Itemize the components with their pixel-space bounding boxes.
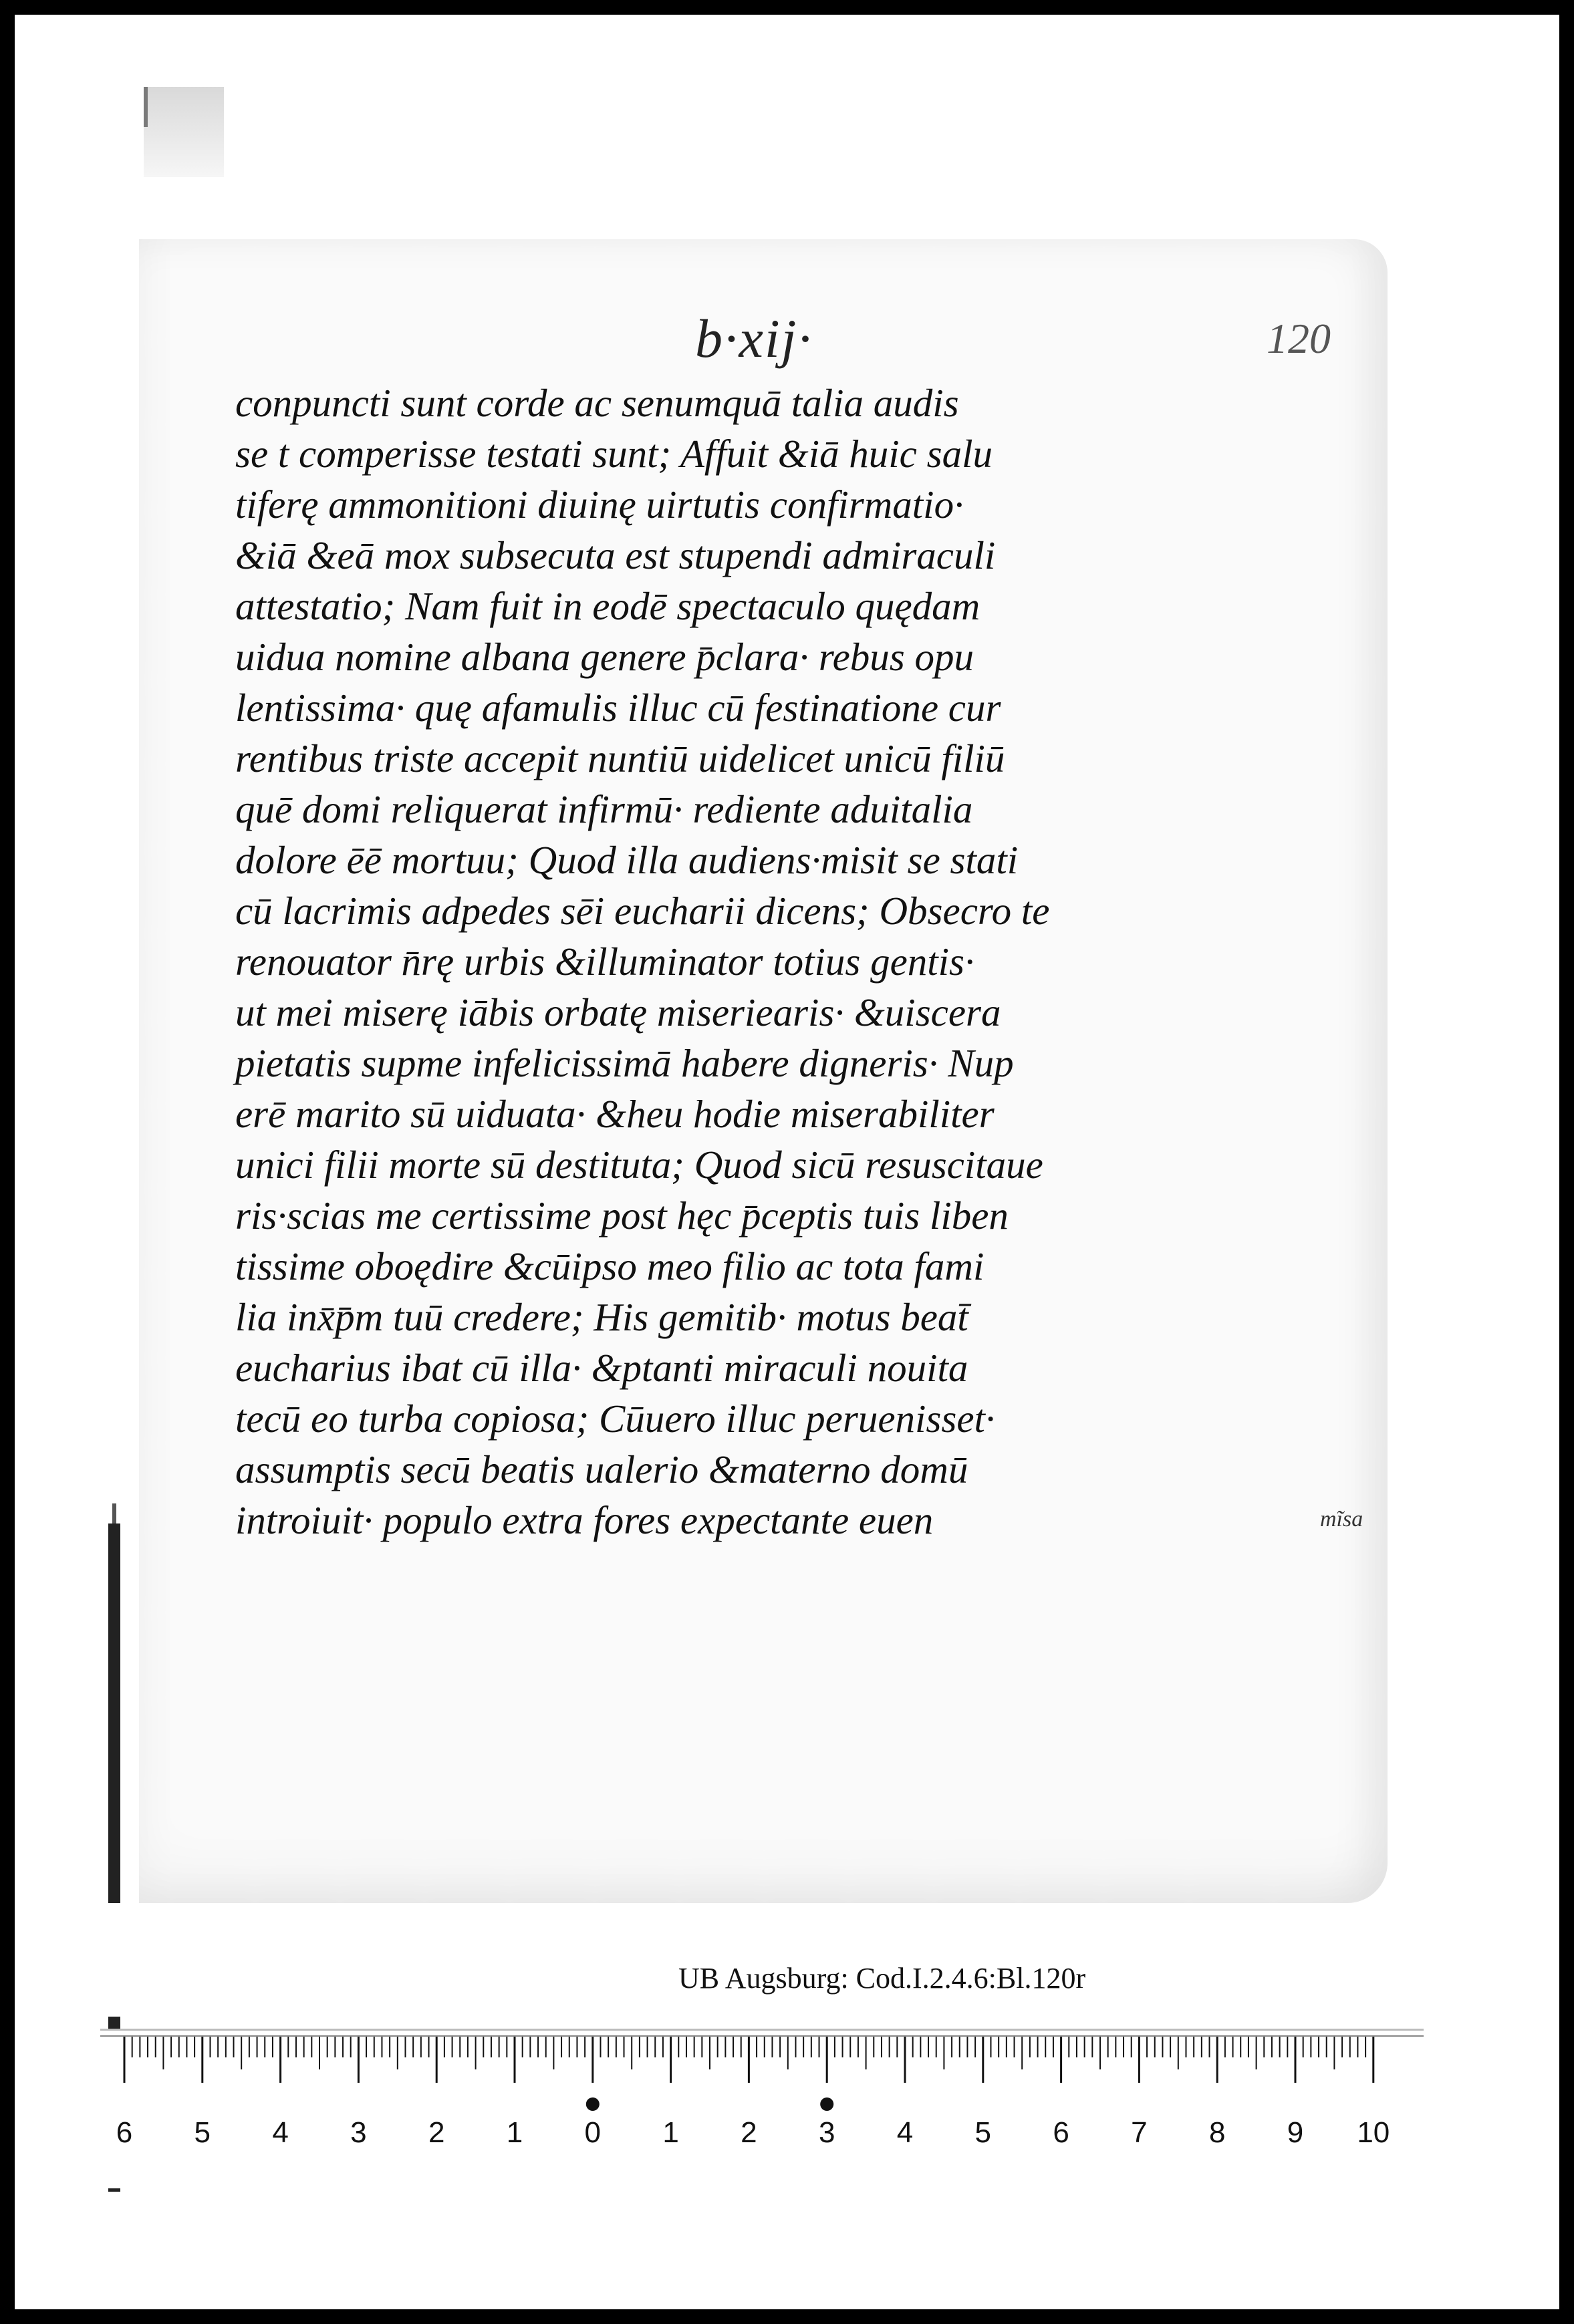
- text-line: dolore ēē mortuu; Quod illa audiens·misit se stati: [235, 838, 1019, 882]
- quire-signature: b·xij·: [695, 308, 813, 369]
- caption-strip: [100, 1903, 1424, 2017]
- text-line: ut mei miserę iābis orbatę miseriearis· &uiscera: [235, 990, 1001, 1034]
- binding-mark: [112, 1503, 116, 1523]
- binding-edge: [144, 87, 148, 127]
- ruler-dot: [586, 2097, 600, 2111]
- ruler-label: 6: [116, 2116, 133, 2149]
- text-line: unici filii morte sū destituta; Quod sicū resuscitaue: [235, 1143, 1043, 1187]
- ruler-label: 5: [194, 2116, 211, 2149]
- text-line: assumptis secū beatis ualerio &materno domū: [235, 1447, 968, 1491]
- ruler-label: 10: [1357, 2116, 1390, 2149]
- text-line: pietatis supme infelicissimā habere digneris· Nup: [235, 1041, 1014, 1085]
- ruler-label: 2: [428, 2116, 445, 2149]
- binding-shadow: [144, 87, 224, 177]
- text-line: introiuit· populo extra fores expectante euen: [235, 1498, 934, 1542]
- shelfmark-caption: UB Augsburg: Cod.I.2.4.6:Bl.120r: [678, 1962, 1086, 1995]
- text-line: ris·scias me certissime post hęc p̄ceptis tuis liben: [235, 1193, 1009, 1238]
- ruler-label: 2: [741, 2116, 757, 2149]
- ruler-label: 6: [1053, 2116, 1069, 2149]
- text-line: quē domi reliquerat infirmū· rediente aduitalia: [235, 787, 973, 831]
- ruler-label: 3: [350, 2116, 367, 2149]
- text-line: rentibus triste accepit nuntiū uidelicet unicū filiū: [235, 736, 1005, 780]
- folio-number: 120: [1267, 315, 1331, 362]
- text-line: eucharius ibat cū illa· &ptanti miraculi nouita: [235, 1346, 968, 1390]
- text-line: renouator n̄rę urbis &illuminator totius gentis·: [235, 939, 974, 984]
- text-line: cū lacrimis adpedes sēi eucharii dicens; Obsecro te: [235, 889, 1050, 933]
- ruler-label: 1: [662, 2116, 679, 2149]
- text-line: attestatio; Nam fuit in eodē spectaculo quędam: [235, 584, 980, 628]
- scale-ruler: [100, 2029, 1424, 2188]
- text-line: conpuncti sunt corde ac senumquā talia audis: [235, 381, 959, 425]
- ruler-label: 4: [272, 2116, 289, 2149]
- ruler-ticks: [100, 2031, 1424, 2188]
- text-line: tiferę ammonitioni diuinę uirtutis confirmatio·: [235, 482, 964, 527]
- marginal-note: mĩsa: [1320, 1507, 1363, 1532]
- ruler-label: 5: [974, 2116, 992, 2149]
- ruler-label: 0: [584, 2116, 602, 2149]
- text-line: erē marito sū uiduata· &heu hodie miserabiliter: [235, 1092, 995, 1136]
- ruler-label: 1: [506, 2116, 523, 2149]
- ruler-label: 8: [1208, 2116, 1226, 2149]
- text-line: tecū eo turba copiosa; Cūuero illuc peruenisset·: [235, 1397, 995, 1441]
- text-line: lia inx̄p̄m tuū credere; His gemitib· motus beat̄: [235, 1295, 968, 1339]
- ruler-dot: [820, 2097, 833, 2111]
- ruler-label: 3: [818, 2116, 835, 2149]
- text-line: &iā &eā mox subsecuta est stupendi admiraculi: [235, 533, 996, 577]
- text-line: se t comperisse testati sunt; Affuit &iā huic salu: [235, 432, 993, 476]
- ruler-label: 7: [1131, 2116, 1148, 2149]
- ruler-label: 4: [896, 2116, 914, 2149]
- text-line: lentissima· quę afamulis illuc cū festinatione cur: [235, 686, 1001, 730]
- manuscript-text: [235, 378, 1124, 1546]
- ruler-label: 9: [1287, 2116, 1304, 2149]
- text-line: uidua nomine albana genere p̄clara· rebus opu: [235, 635, 974, 679]
- text-line: tissime oboędire &cūipso meo filio ac tota fami: [235, 1244, 985, 1288]
